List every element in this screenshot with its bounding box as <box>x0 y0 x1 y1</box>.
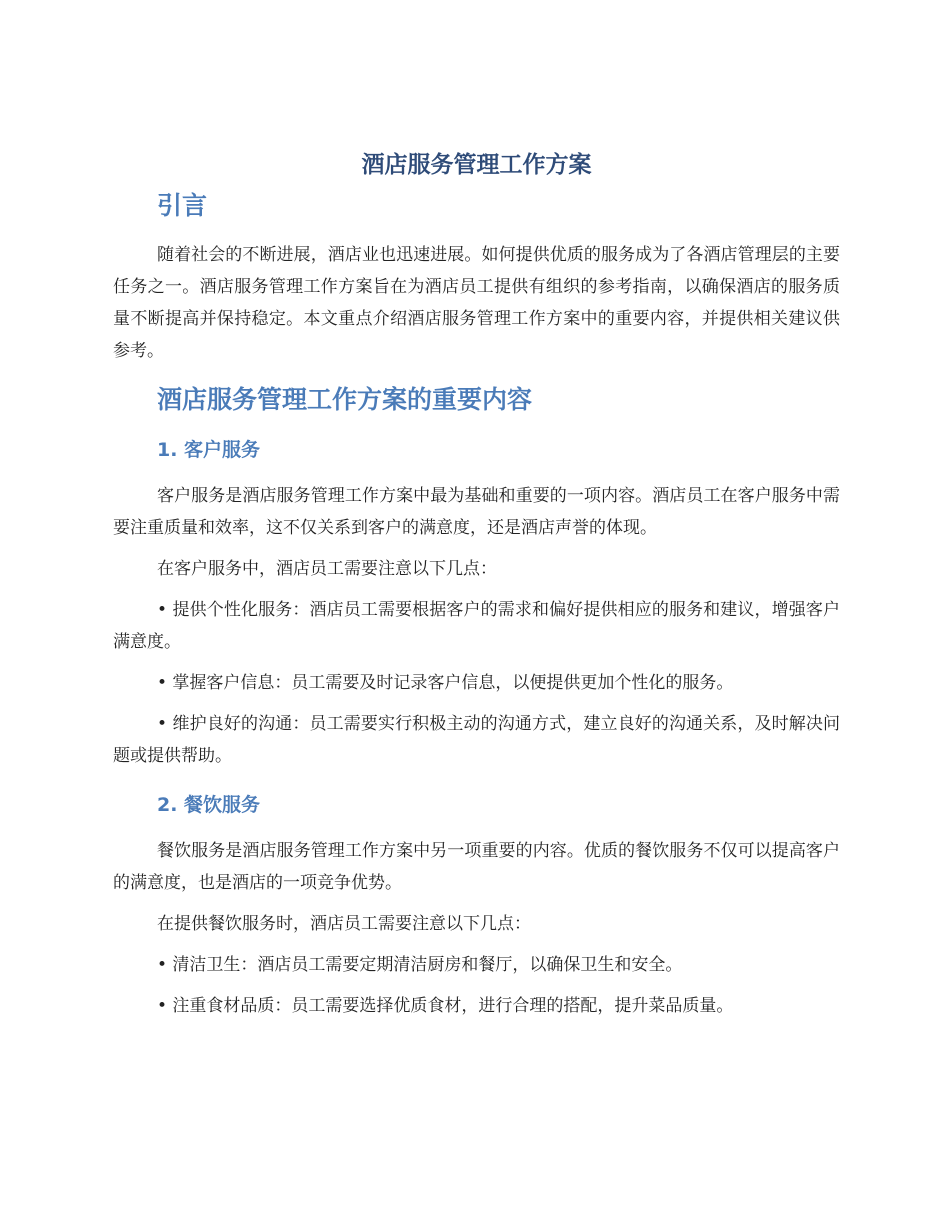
main-heading: 酒店服务管理工作方案的重要内容 <box>157 385 533 414</box>
bullet-item: • 注重食材品质：员工需要选择优质食材，进行合理的搭配，提升菜品质量。 <box>157 996 734 1016</box>
bullet-item: • 维护良好的沟通：员工需要实行积极主动的沟通方式，建立良好的沟通关系，及时解决问题或提供帮助。 <box>113 714 840 766</box>
bullet-item: • 清洁卫生：酒店员工需要定期清洁厨房和餐厅，以确保卫生和安全。 <box>157 955 683 975</box>
bullet-item: • 掌握客户信息：员工需要及时记录客户信息，以便提供更加个性化的服务。 <box>157 673 734 693</box>
section-heading: 2. 餐饮服务 <box>157 794 261 816</box>
section-paragraph: 客户服务是酒店服务管理工作方案中最为基础和重要的一项内容。酒店员工在客户服务中需要注重质量和效率，这不仅关系到客户的满意度，还是酒店声誉的体现。 <box>113 486 840 538</box>
intro-paragraph: 随着社会的不断进展，酒店业也迅速进展。如何提供优质的服务成为了各酒店管理层的主要任务之一。酒店服务管理工作方案旨在为酒店员工提供有组织的参考指南，以确保酒店的服务质量不断提高并保持稳定。本文重点介绍酒店服务管理工作方案中的重要内容，并提供相关建议供参考。 <box>113 245 840 361</box>
section-customer-service <box>113 436 840 772</box>
section-paragraph: 餐饮服务是酒店服务管理工作方案中另一项重要的内容。优质的餐饮服务不仅可以提高客户的满意度，也是酒店的一项竞争优势。 <box>113 841 840 893</box>
section-lead: 在提供餐饮服务时，酒店员工需要注意以下几点： <box>157 914 531 934</box>
section-heading: 1. 客户服务 <box>157 439 261 461</box>
document-title: 酒店服务管理工作方案 <box>361 152 592 178</box>
bullet-item: • 提供个性化服务：酒店员工需要根据客户的需求和偏好提供相应的服务和建议，增强客户满意度。 <box>113 600 840 652</box>
intro-heading: 引言 <box>157 191 208 220</box>
document-page <box>113 140 840 1022</box>
section-catering-service <box>113 791 840 1022</box>
section-lead: 在客户服务中，酒店员工需要注意以下几点： <box>157 559 497 579</box>
